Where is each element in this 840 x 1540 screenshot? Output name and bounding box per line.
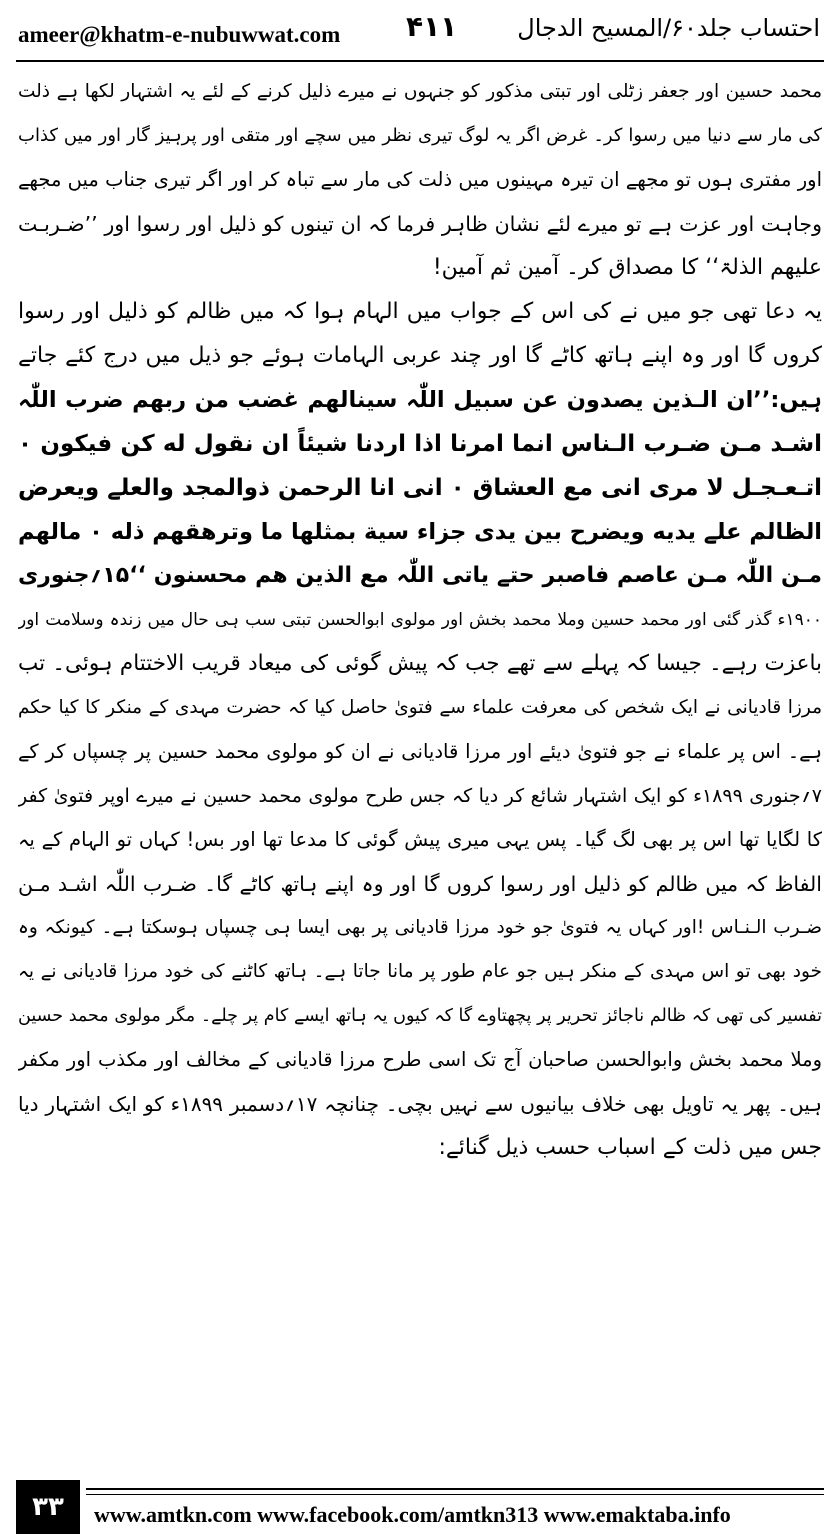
text-line: کی مار سے دنیا میں رسوا کر۔ غرض اگر یہ لوگ تیری نظر میں سچے اور متقی اور پرہیز گار اور میں کذاب xyxy=(18,125,822,146)
footer-website-links[interactable]: www.amtkn.com www.facebook.com/amtkn313 www.emaktaba.info xyxy=(94,1502,731,1527)
arabic-quote-line: مـن اللّٰہ مـن عاصم فاصبر حتے یاتی اللّٰہ مع الذین ھم محسنون ‘‘۱۵؍جنوری xyxy=(18,563,822,588)
text-line: ہیں۔ پھر یہ تاویل بھی خلاف بیانیوں سے نہیں بچی۔ چنانچہ ۱۷؍دسمبر ۱۸۹۹ء کو ایک اشتہار دیا xyxy=(18,1092,822,1116)
arabic-quote-line: اتـعـجـل لا مری انی مع العشاق ۰ انی انا الرحمن ذوالمجد والعلے ویعرض xyxy=(18,475,822,501)
arabic-quote-line: اشـد مـن ضـرب الـناس انما امرنا اذا اردنا شیئاً ان نقول له کن فیکون ۰ xyxy=(18,431,822,457)
body-text xyxy=(18,70,822,1170)
text-line: یہ دعا تھی جو میں نے کی اس کے جواب میں الہام ہوا کہ میں ظالم کو ذلیل اور رسوا xyxy=(18,299,822,324)
text-line: کروں گا اور وہ اپنے ہاتھ کاٹے گا اور چند عربی الہامات ہوئے جو ذیل میں درج کئے جاتے xyxy=(18,343,822,368)
page-footer xyxy=(16,1480,824,1536)
text-line: ضـرب الـنـاس !اور کہاں یہ فتویٰ جو خود مرزا قادیانی پر بھی ایسا ہی چسپاں ہوسکتا ہے۔ کیونکہ وہ xyxy=(18,917,822,938)
page-header xyxy=(16,8,824,58)
text-line: وجاہت اور عزت ہے تو میرے لئے نشان ظاہر فرما کہ ان تینوں کو ذلیل اور رسوا اور ’’ضـربـت xyxy=(18,212,822,236)
text-line: علیھم الذلۃ‘‘ کا مصداق کر۔ آمین ثم آمین! xyxy=(432,255,822,280)
arabic-quote-line: ہیں:’’ان الـذین یصدون عن سبیل اللّٰہ سینالھم غضب من ربھم ضرب اللّٰہ xyxy=(18,387,822,413)
text-line: مرزا قادیانی نے ایک شخص کی معرفت علماء سے فتویٰ حاصل کیا کہ حضرت مہدی کے منکر کا کیا حکم xyxy=(18,697,822,718)
footer-divider-thin xyxy=(86,1494,824,1495)
footer-divider xyxy=(86,1488,824,1490)
text-line: محمد حسین اور جعفر زٹلی اور تبتی مذکور کو جنہوں نے میرے ذلیل کرنے کے لئے یہ اشتہار لکھا ہے ذلت xyxy=(18,81,822,102)
header-divider xyxy=(16,60,824,62)
text-line: ۷؍جنوری ۱۸۹۹ء کو ایک اشتہار شائع کر دیا کہ جس طرح مولوی محمد حسین نے میرے اوپر فتویٰ کفر xyxy=(18,785,822,807)
text-line: ۱۹۰۰ء گذر گئی اور محمد حسین وملا محمد بخش اور مولوی ابوالحسن تبتی سب ہی حال میں زندہ وسلامت اور xyxy=(18,610,822,630)
header-page-number: ۴۱۱ xyxy=(406,10,458,43)
text-line: الفاظ کہ میں ظالم کو ذلیل اور رسوا کروں گا اور وہ اپنے ہاتھ کاٹے گا۔ ضـرب اللّٰہ اشـد مـن xyxy=(18,872,822,896)
text-line: خود بھی تو اس مہدی کے منکر ہیں جو عام طور پر مانا جاتا ہے۔ ہاتھ کاٹنے کی خود مرزا قادیانی نے یہ xyxy=(18,961,822,982)
text-line: کا لگایا تھا اس پر بھی لگ گیا۔ پس یہی میری پیش گوئی کا مدعا تھا اور بس! کہاں تو الہام کے یہ xyxy=(18,828,822,851)
footer-page-number: ۳۳ xyxy=(16,1480,80,1534)
text-line: جس میں ذلت کے اسباب حسب ذیل گنائے: xyxy=(438,1135,822,1160)
header-book-title: احتساب جلد۶۰/المسیح الدجال xyxy=(517,14,820,42)
text-line: تفسیر کی تھی کہ ظالم ناجائز تحریر پر پچھتاوے گا کہ کیوں یہ ہاتھ ایسے کام پر چلے۔ مگر مولوی محمد حسین xyxy=(18,1006,822,1026)
header-email: ameer@khatm-e-nubuwwat.com xyxy=(18,22,341,47)
text-line: ہے۔ اس پر علماء نے جو فتویٰ دیئے اور مرزا قادیانی نے ان کو مولوی محمد حسین پر چسپاں کر کے xyxy=(18,740,822,763)
arabic-quote-line: الظالم علے یدیه ویضرح بین یدی جزاء سیة بمثلھا ما وترھقھم ذله ۰ مالھم xyxy=(18,519,822,545)
text-line: وملا محمد بخش وابوالحسن صاحبان آج تک اسی طرح مرزا قادیانی کے مخالف اور مکذب اور مکفر xyxy=(18,1048,822,1071)
text-line: باعزت رہے۔ جیسا کہ پہلے سے تھے جب کہ پیش گوئی کی میعاد قریب الاختتام ہوئی۔ تب xyxy=(18,651,822,676)
text-line: اور مفتری ہوں تو مجھے ان تیرہ مہینوں میں ذلت کی مار سے تباہ کر اور اگر تیری جناب میں مجھے xyxy=(18,168,822,191)
